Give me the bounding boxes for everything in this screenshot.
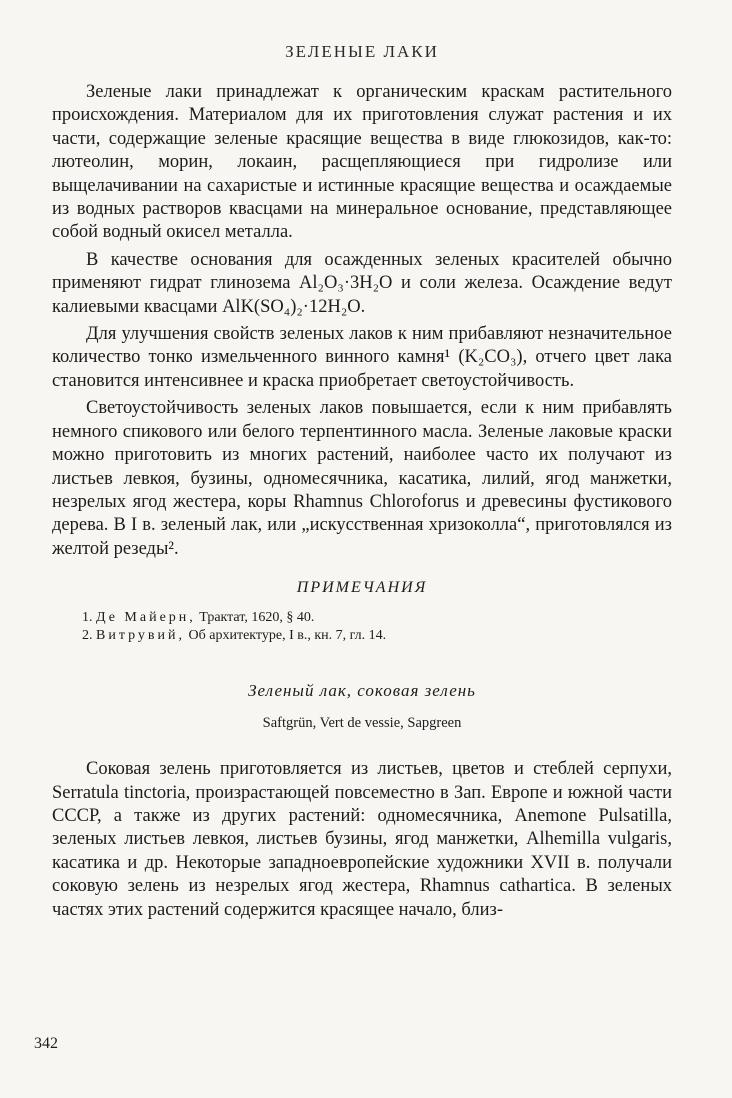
note-source: Трактат, 1620, § 40. — [199, 610, 315, 626]
note-number: 1. — [82, 610, 93, 626]
section-paragraph: Соковая зелень приготовляется из листьев, цветов и стеблей серпухи, Serratula tinctoria, произрастающей повсеместно в Зап. Европе и южной части СССР, а также из других растений: одномесячника, Anemone Pulsatilla, зеленых листьев левкоя, листьев бузины, ягод манжетки, Alhemilla vulgaris, касатика и др. Некоторые западноевропейские художники XVII в. получали соковую зелень из незрелых ягод жестера, Rhamnus cathartica. В зеленых частях этих растений содержится красящее начало, близ- — [52, 759, 672, 920]
note-author: Де Майерн, — [96, 610, 196, 626]
running-head: ЗЕЛЕНЫЕ ЛАКИ — [285, 42, 439, 61]
note-number: 2. — [82, 628, 93, 644]
note-1 — [82, 609, 672, 627]
notes-title: ПРИМЕЧАНИЯ — [296, 579, 428, 597]
note-2 — [82, 627, 672, 645]
note-author: Витрувий, — [96, 628, 186, 644]
paragraph-4: Светоустойчивость зеленых лаков повышается, если к ним прибавлять немного спикового или белого терпентинного масла. Зеленые лаковые краски можно приготовить из многих растений, наиболее часто их получают из листьев левкоя, бузины, одномесячника, касатика, лилий, ягод манжетки, незрелых ягод жестера, коры Rhamnus Chloroforus и древесины фустикового дерева. В I в. зеленый лак, или „искусственная хризоколла“, приготовлялся из желтой резеды². — [52, 398, 672, 559]
page-content — [52, 42, 672, 922]
section-subtitle: Saftgrün, Vert de vessie, Sapgreen — [262, 715, 462, 732]
page-number: 342 — [34, 1035, 58, 1052]
paragraph-1: Зеленые лаки принадлежат к органическим краскам растительного происхождения. Материалом для их приготовления служат растения и их части, содержащие зеленые красящие вещества в виде глюкозидов, как-то: лютеолин, морин, локаин, расщепляющиеся при гидролизе или выщелачивании на сахаристые и истинные красящие вещества и осаждаемые из водных растворов квасцами на минеральное основание, представляющее собой водный окисел металла. — [52, 82, 672, 243]
paragraph-3: Для улучшения свойств зеленых лаков к ним прибавляют незначительное количество тонко измельченного винного камня¹ (K₂CO₃), отчего цвет лака становится интенсивнее и краска приобретает светоустойчивость. — [52, 324, 672, 391]
paragraph-2: В качестве основания для осажденных зеленых красителей обычно применяют гидрат глинозема Al₂O₃·3H₂O и соли железа. Осаждение ведут калиевыми квасцами AlK(SO₄)₂·12H₂O. — [52, 249, 672, 317]
note-source: Об архитектуре, I в., кн. 7, гл. 14. — [188, 628, 387, 644]
section-title: Зеленый лак, соковая зелень — [248, 681, 476, 701]
